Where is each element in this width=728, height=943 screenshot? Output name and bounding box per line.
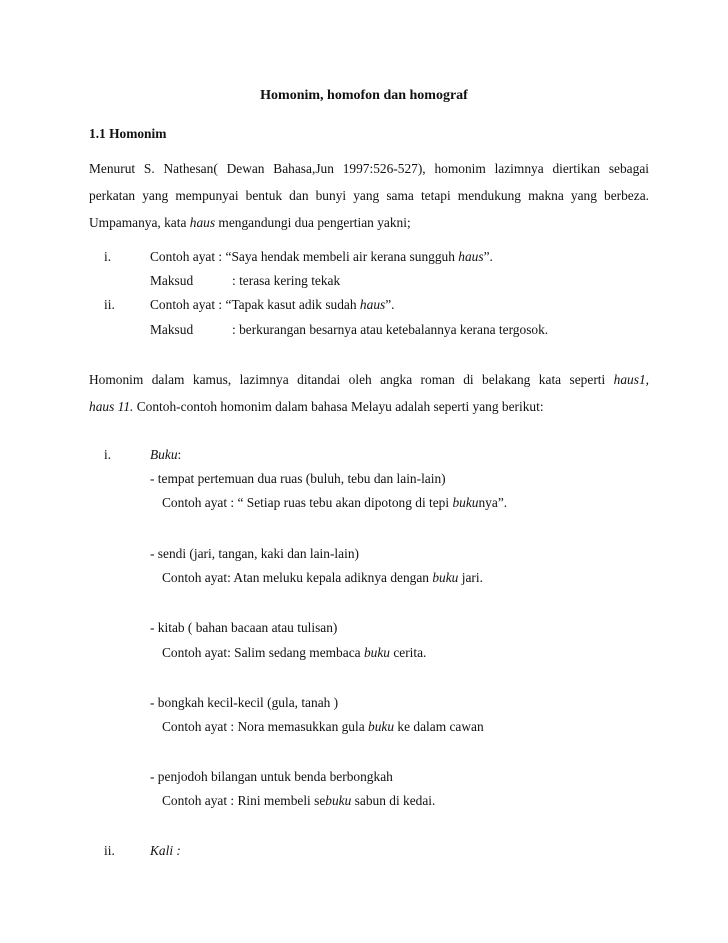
- intro-line: Umpamanya, kata haus mengandungi dua pengertian yakni;: [89, 215, 411, 230]
- sense-example: Contoh ayat : Nora memasukkan gula buku ke dalam cawan: [162, 719, 484, 734]
- sense-definition: - penjodoh bilangan untuk benda berbongkah: [150, 769, 393, 784]
- word-number: ii.: [104, 843, 115, 858]
- sense-example: Contoh ayat : Rini membeli sebuku sabun di kedai.: [162, 793, 436, 808]
- intro-paragraph: [89, 155, 649, 236]
- example-sentence: Contoh ayat : “Tapak kasut adik sudah haus”.: [150, 297, 395, 312]
- maksud-value: : berkurangan besarnya atau ketebalannya kerana tergosok.: [232, 322, 549, 337]
- intro-line: Menurut S. Nathesan( Dewan Bahasa,Jun 1997:526-527), homonim lazimnya diertikan sebagai: [89, 161, 649, 176]
- maksud-label: Maksud: [150, 322, 194, 337]
- sense-example: Contoh ayat: Salim sedang membaca buku cerita.: [162, 645, 427, 660]
- homonym-paragraph: [89, 366, 649, 420]
- word-entry: Buku:: [150, 447, 182, 462]
- sense-definition: - sendi (jari, tangan, kaki dan lain-lain): [150, 546, 359, 561]
- example-number: i.: [104, 249, 112, 264]
- example-sentence: Contoh ayat : “Saya hendak membeli air kerana sungguh haus”.: [150, 249, 493, 264]
- sense-example: Contoh ayat: Atan meluku kepala adiknya dengan buku jari.: [162, 570, 483, 585]
- sense-definition: - kitab ( bahan bacaan atau tulisan): [150, 620, 338, 635]
- word-entry: Kali :: [150, 843, 181, 858]
- sense-definition: - bongkah kecil-kecil (gula, tanah ): [150, 695, 339, 710]
- sense-definition: - tempat pertemuan dua ruas (buluh, tebu dan lain-lain): [150, 471, 446, 486]
- section-heading: 1.1 Homonim: [89, 126, 167, 141]
- page-title: Homonim, homofon dan homograf: [260, 88, 468, 103]
- sense-example: Contoh ayat : “ Setiap ruas tebu akan dipotong di tepi bukunya”.: [162, 495, 508, 510]
- maksud-value: : terasa kering tekak: [232, 273, 341, 288]
- paragraph-line: Homonim dalam kamus, lazimnya ditandai oleh angka roman di belakang kata seperti haus1,: [89, 372, 649, 387]
- intro-line: perkatan yang mempunyai bentuk dan bunyi yang sama tetapi mendukung makna yang berbeza.: [89, 188, 649, 203]
- example-number: ii.: [104, 297, 115, 312]
- maksud-label: Maksud: [150, 273, 194, 288]
- paragraph-line: haus 11. Contoh-contoh homonim dalam bahasa Melayu adalah seperti yang berikut:: [89, 399, 544, 414]
- word-number: i.: [104, 447, 112, 462]
